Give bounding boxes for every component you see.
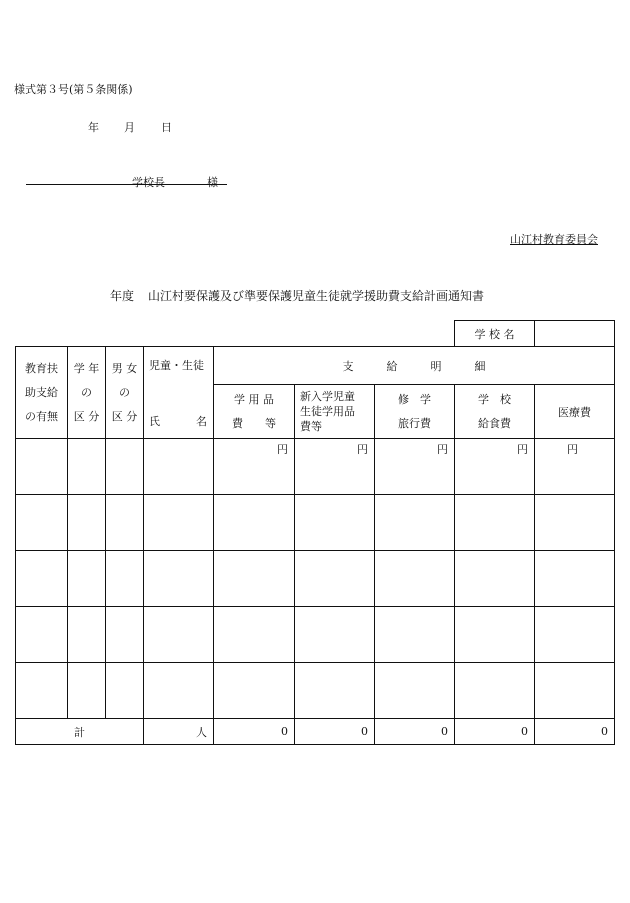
student-name-cell [144,439,214,495]
student-name-cell [144,663,214,719]
supplies-unit: 円 [214,439,295,495]
table-row [16,607,615,663]
supplies-cell [214,495,295,551]
supplies-cell [214,607,295,663]
table-row [16,663,615,719]
student-name-header [144,347,214,439]
new-entry-header [295,385,375,439]
total-trip: 0 [375,719,455,745]
gender-header-line2: の [119,385,130,399]
total-label: 計 [16,719,144,745]
lunch-cell [455,663,535,719]
aid-status-cell [16,663,68,719]
gender-cell [106,551,144,607]
grade-header-line3: 区 分 [73,409,100,423]
date-year-label: 年 [88,121,99,134]
medical-unit: 円 [535,439,615,495]
total-lunch: 0 [455,719,535,745]
form-id: 様式第３号(第５条関係) [14,83,133,96]
trip-cell [375,607,455,663]
header-row-1 [16,347,615,385]
new-entry-header-line3: 費等 [300,420,322,433]
gender-header-line3: 区 分 [111,409,138,423]
trip-header-line1: 修 学 [398,392,431,406]
addressee [132,174,218,190]
date-line [88,119,172,135]
new-entry-cell [295,551,375,607]
aid-status-cell [16,551,68,607]
school-name-row [16,321,615,347]
new-entry-cell [295,495,375,551]
medical-cell [535,495,615,551]
medical-cell [535,551,615,607]
trip-cell [375,495,455,551]
payment-details-header: 支 給 明 細 [214,347,615,385]
trip-header-line2: 旅行費 [398,416,431,430]
lunch-header [455,385,535,439]
lunch-header-line1: 学 校 [478,392,511,406]
grade-cell [68,551,106,607]
title-prefix: 年度 [110,289,135,303]
new-entry-cell [295,663,375,719]
aid-status-header-line2: 助支給 [25,385,58,399]
student-name-cell [144,551,214,607]
gender-cell [106,495,144,551]
lunch-cell [455,551,535,607]
supplies-cell [214,663,295,719]
supplies-header-line2: 費 等 [232,416,276,430]
new-entry-header-line1: 新入学児童 [300,390,355,403]
issuer: 山江村教育委員会 [510,233,598,246]
gender-cell [106,607,144,663]
grade-cell [68,439,106,495]
supplies-cell [214,551,295,607]
lunch-cell [455,495,535,551]
new-entry-unit: 円 [295,439,375,495]
gender-header-line1: 男 女 [111,361,138,375]
supplies-header-line1: 学 用 品 [234,392,274,406]
addressee-title: 学校長 [132,176,165,189]
lunch-cell [455,607,535,663]
aid-status-cell [16,439,68,495]
date-month-label: 月 [124,121,135,134]
addressee-honorific: 様 [207,176,218,189]
total-row [16,719,615,745]
aid-status-header [16,347,68,439]
gender-cell [106,439,144,495]
student-name-cell [144,607,214,663]
date-day-label: 日 [161,121,172,134]
table-row [16,495,615,551]
medical-cell [535,607,615,663]
aid-status-cell [16,607,68,663]
table-row [16,551,615,607]
student-name-header-left: 氏 [149,415,160,428]
title-text: 山江村要保護及び準要保護児童生徒就学援助費支給計画通知書 [148,289,485,303]
gender-header [106,347,144,439]
total-persons: 人 [144,719,214,745]
document-title [110,287,484,304]
gender-cell [106,663,144,719]
grade-header [68,347,106,439]
school-name-label: 学 校 名 [455,321,535,347]
trip-header [375,385,455,439]
new-entry-header-line2: 生徒学用品 [300,405,355,418]
total-new-entry: 0 [295,719,375,745]
trip-cell [375,551,455,607]
grade-cell [68,663,106,719]
student-name-header-top: 児童・生徒 [149,359,204,372]
medical-cell [535,663,615,719]
supplies-header [214,385,295,439]
grade-cell [68,607,106,663]
support-plan-table [15,320,615,745]
grade-header-line1: 学 年 [73,361,100,375]
new-entry-cell [295,607,375,663]
trip-unit: 円 [375,439,455,495]
school-name-value [535,321,615,347]
aid-status-header-line1: 教育扶 [25,361,58,375]
grade-cell [68,495,106,551]
grade-header-line2: の [81,385,92,399]
total-medical: 0 [535,719,615,745]
total-supplies: 0 [214,719,295,745]
trip-cell [375,663,455,719]
aid-status-header-line3: の有無 [25,409,58,423]
aid-status-cell [16,495,68,551]
student-name-header-right: 名 [196,415,207,428]
student-name-cell [144,495,214,551]
medical-header: 医療費 [535,385,615,439]
table-row [16,439,615,495]
lunch-unit: 円 [455,439,535,495]
lunch-header-line2: 給食費 [478,416,511,430]
